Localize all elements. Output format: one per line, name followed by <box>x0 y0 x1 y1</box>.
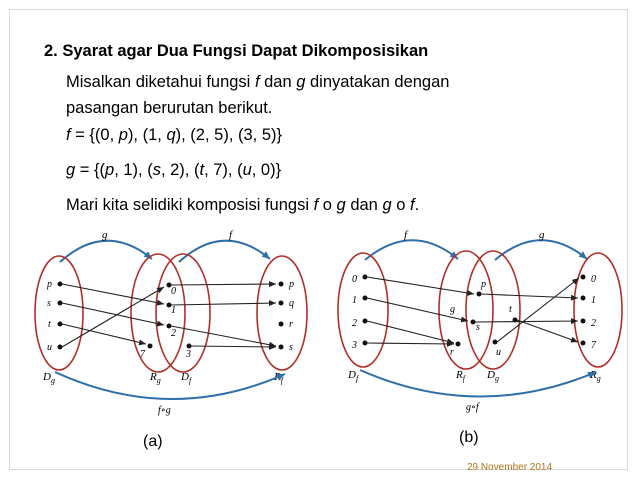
diagram-b <box>338 229 622 413</box>
elem-b2-2: s <box>476 322 480 333</box>
f-definition: f = {(0, p), (1, q), (2, 5), (3, 5)} <box>66 126 283 144</box>
elem-a3-3: s <box>289 342 293 353</box>
label-Dg-a: $D_g$ <box>43 371 55 385</box>
elem-b2-0: p <box>481 279 486 290</box>
elem-a3-1: q <box>289 298 294 309</box>
set-domain-f-b <box>338 253 388 367</box>
slide-heading: 2. Syarat agar Dua Fungsi Dapat Dikomposisikan <box>44 42 429 60</box>
label-Rg-b: $R_g$ <box>590 369 601 383</box>
elem-a2-4: 3 <box>186 349 191 360</box>
composition-arc-a <box>55 372 285 399</box>
arrows-g-a <box>62 284 164 347</box>
elem-a2-3: 7 <box>140 349 145 360</box>
set-range-f-a <box>257 256 307 370</box>
elem-b2-5: t <box>509 304 512 315</box>
elem-a1-3: u <box>47 342 52 353</box>
elem-b1-1: 1 <box>352 295 357 306</box>
composition-arc-b <box>360 370 596 397</box>
elem-a3-2: r <box>289 319 293 330</box>
arc-label-g-b: g <box>539 229 545 241</box>
arc-f-a <box>179 241 270 262</box>
elem-a1-0: p <box>47 279 52 290</box>
intro-line-5: Mari kita selidiki komposisi fungsi f o g dan g o f. <box>66 196 420 214</box>
arc-label-g-a: g <box>102 229 108 241</box>
caption-b: (b) <box>459 429 479 446</box>
elem-a1-2: t <box>48 319 51 330</box>
label-Dg-b: $D_g$ <box>487 369 499 383</box>
elem-b3-2: 2 <box>591 318 596 329</box>
caption-a: (a) <box>143 433 163 450</box>
arc-g-b <box>495 240 587 260</box>
elem-a2-2: 2 <box>171 328 176 339</box>
elem-a2-1: 1 <box>171 305 176 316</box>
label-Rg-a: $R_g$ <box>150 371 161 385</box>
arrows-f-a <box>171 284 276 347</box>
label-Rf-a: $R_f$ <box>274 371 283 385</box>
elem-b2-1: g <box>450 304 455 315</box>
label-Df-a: $D_f$ <box>181 371 192 385</box>
set-range-g-b <box>574 253 622 367</box>
elem-b2-4: u <box>496 347 501 358</box>
set-domain-g-a <box>35 256 83 370</box>
intro-line-2: pasangan berurutan berikut. <box>66 99 273 117</box>
elem-b3-1: 1 <box>591 295 596 306</box>
g-definition: g = {(p, 1), (s, 2), (t, 7), (u, 0)} <box>66 161 282 179</box>
elem-a3-0: p <box>289 279 294 290</box>
elem-b1-2: 2 <box>352 318 357 329</box>
elem-a2-0: 0 <box>171 286 176 297</box>
elem-a1-1: s <box>47 298 51 309</box>
elem-b1-0: 0 <box>352 274 357 285</box>
elem-b3-3: 7 <box>591 340 596 351</box>
set-domain-f-a <box>156 254 210 372</box>
label-Df-b: $D_f$ <box>348 369 359 383</box>
arc-f-b <box>365 240 458 260</box>
label-Rf-b: $R_f$ <box>456 369 465 383</box>
composition-label-a: f∘g <box>158 405 171 416</box>
arc-g-a <box>60 241 152 262</box>
footer-date: 29 November 2014 <box>467 462 553 473</box>
diagram-a <box>35 229 307 416</box>
arc-label-f-a: f <box>229 229 233 241</box>
intro-line-1: Misalkan diketahui fungsi f dan g dinyatakan dengan <box>66 73 450 91</box>
arrows-f-b <box>367 277 474 344</box>
elem-b3-0: 0 <box>591 274 596 285</box>
composition-label-b: g∘f <box>466 402 479 413</box>
elem-b1-3: 3 <box>352 340 357 351</box>
elem-b2-3: r <box>450 347 454 358</box>
arc-label-f-b: f <box>404 229 408 241</box>
